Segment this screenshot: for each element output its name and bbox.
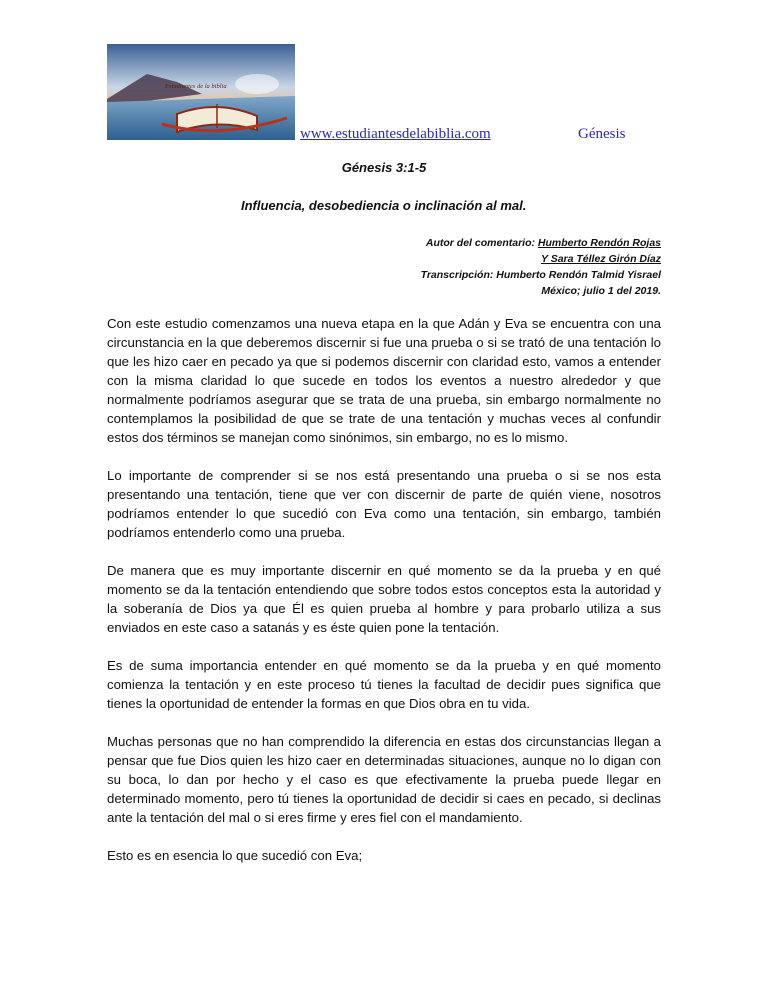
paragraph: Con este estudio comenzamos una nueva etapa en la que Adán y Eva se encuentra con una circunstancia en la que deberemos discernir si fue una prueba o si se trató de una tentación lo que les hizo caer en pecado ya que si podemos discernir con claridad esto, vamos a entender con la misma claridad lo que sucede en todos los eventos a nuestro alrededor y que normalmente podríamos asegurar que se trata de una prueba, sin embargo normalmente no contemplamos la posibilidad de que se trate de una tentación y muchas veces al confundir estos dos términos se manejan como sinónimos, sin embargo, no es lo mismo. xyxy=(107,316,661,445)
scripture-reference xyxy=(0,160,768,175)
site-url-link[interactable]: www.estudiantesdelabiblia.com xyxy=(300,126,491,142)
site-logo xyxy=(107,44,295,140)
paragraph: Esto es en esencia lo que sucedió con Eva; xyxy=(107,848,363,863)
paragraph: De manera que es muy importante discernir en qué momento se da la prueba y en qué momento se da la tentación entendiendo que sobre todos estos conceptos esta la autoridad y la soberanía de Dios ya que Él es quien prueba al hombre y para probarlo utiliza a sus enviados en este caso a satanás y es éste quien pone la tentación. xyxy=(107,563,661,635)
author-line xyxy=(421,235,661,251)
book-name: Génesis xyxy=(578,126,626,142)
paragraph: Muchas personas que no han comprendido la diferencia en estas dos circunstancias llegan a pensar que fue Dios quien les hizo caer en determinadas situaciones, aunque no lo digan con su boca, lo dan por hecho y el caso es que efectivamente la prueba puede llegar en determinado momento, pero tú tienes la oportunidad de decidir si caes en pecado, si declinas ante la tentación del mal o si eres firme y eres fiel con el mandamiento. xyxy=(107,734,661,825)
scripture-reference-text: Génesis 3:1-5 xyxy=(341,160,427,175)
credits-block xyxy=(421,235,661,299)
author-name-2: Y Sara Téllez Girón Díaz xyxy=(540,253,661,265)
body-text xyxy=(107,314,661,884)
author-name-1: Humberto Rendón Rojas xyxy=(537,237,661,249)
paragraph: Es de suma importancia entender en qué momento se da la prueba y en qué momento comienza la tentación y en este proceso tú tienes la facultad de decidir pues significa que tienes la oportunidad de entender la formas en que Dios obra en tu vida. xyxy=(107,658,661,711)
paragraph: Lo importante de comprender si se nos está presentando una prueba o si se nos esta presentando una tentación, tiene que ver con discernir de parte de quién viene, nosotros podríamos entender lo que sucedió con Eva como una tentación, sin embargo, también podríamos entenderlo como una prueba. xyxy=(107,468,661,540)
logo-text: Estudiantes de la biblia xyxy=(165,83,227,90)
logo-image xyxy=(107,44,295,140)
author-label: Autor del comentario: xyxy=(425,237,538,249)
transcription-line: Transcripción: Humberto Rendón Talmid Yisrael xyxy=(420,269,661,281)
study-subtitle: Influencia, desobediencia o inclinación al mal. xyxy=(241,198,527,213)
place-date-line: México; julio 1 del 2019. xyxy=(541,285,661,297)
